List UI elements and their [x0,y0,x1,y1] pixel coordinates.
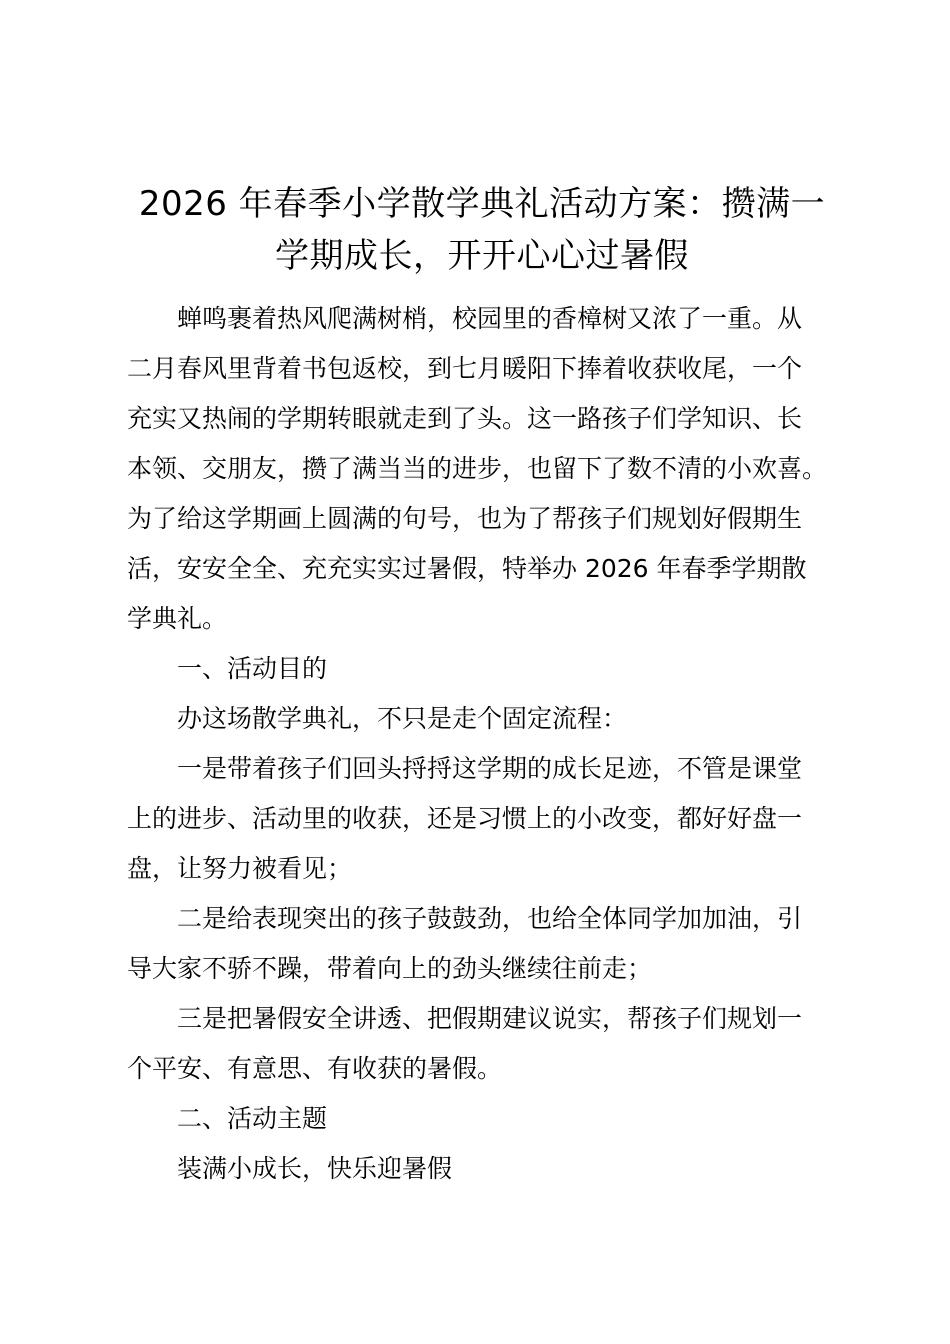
text-line: 学典礼。 [127,604,228,633]
purpose-item-3 [127,994,837,1094]
purpose-lead: 办这场散学典礼，不只是走个固定流程： [177,704,628,733]
section-heading-purpose: 一、活动目的 [177,654,328,683]
section-heading-theme: 二、活动主题 [177,1104,328,1133]
intro-paragraph [127,294,837,644]
purpose-item-1 [127,744,837,894]
text-line: 上的进步、活动里的收获，还是习惯上的小改变，都好好盘一 [127,804,803,833]
text-line: 本领、交朋友，攒了满当当的进步，也留下了数不清的小欢喜。 [127,454,828,483]
title-line-1: 2026 年春季小学散学典礼活动方案：攒满一 [138,184,826,224]
text-line: 活，安安全全、充充实实过暑假，特举办 2026 年春季学期散 [127,554,807,583]
text-line: 充实又热闹的学期转眼就走到了头。这一路孩子们学知识、长 [127,404,803,433]
text-line: 为了给这学期画上圆满的句号，也为了帮孩子们规划好假期生 [127,504,803,533]
text-line: 三是把暑假安全讲透、把假期建议说实，帮孩子们规划一 [177,1004,803,1033]
document-page [127,178,837,1194]
text-line: 蝉鸣裹着热风爬满树梢，校园里的香樟树又浓了一重。从 [177,304,803,333]
document-title [127,178,837,282]
text-line: 一是带着孩子们回头捋捋这学期的成长足迹，不管是课堂 [177,754,803,783]
purpose-item-2 [127,894,837,994]
text-line: 个平安、有意思、有收获的暑假。 [127,1054,503,1083]
title-line-2: 学期成长，开开心心过暑假 [275,236,689,276]
text-line: 导大家不骄不躁，带着向上的劲头继续往前走； [127,954,653,983]
theme-text: 装满小成长，快乐迎暑假 [177,1154,453,1183]
text-line: 二是给表现突出的孩子鼓鼓劲，也给全体同学加加油，引 [177,904,803,933]
text-line: 盘，让努力被看见； [127,854,353,883]
text-line: 二月春风里背着书包返校，到七月暖阳下捧着收获收尾，一个 [127,354,803,383]
